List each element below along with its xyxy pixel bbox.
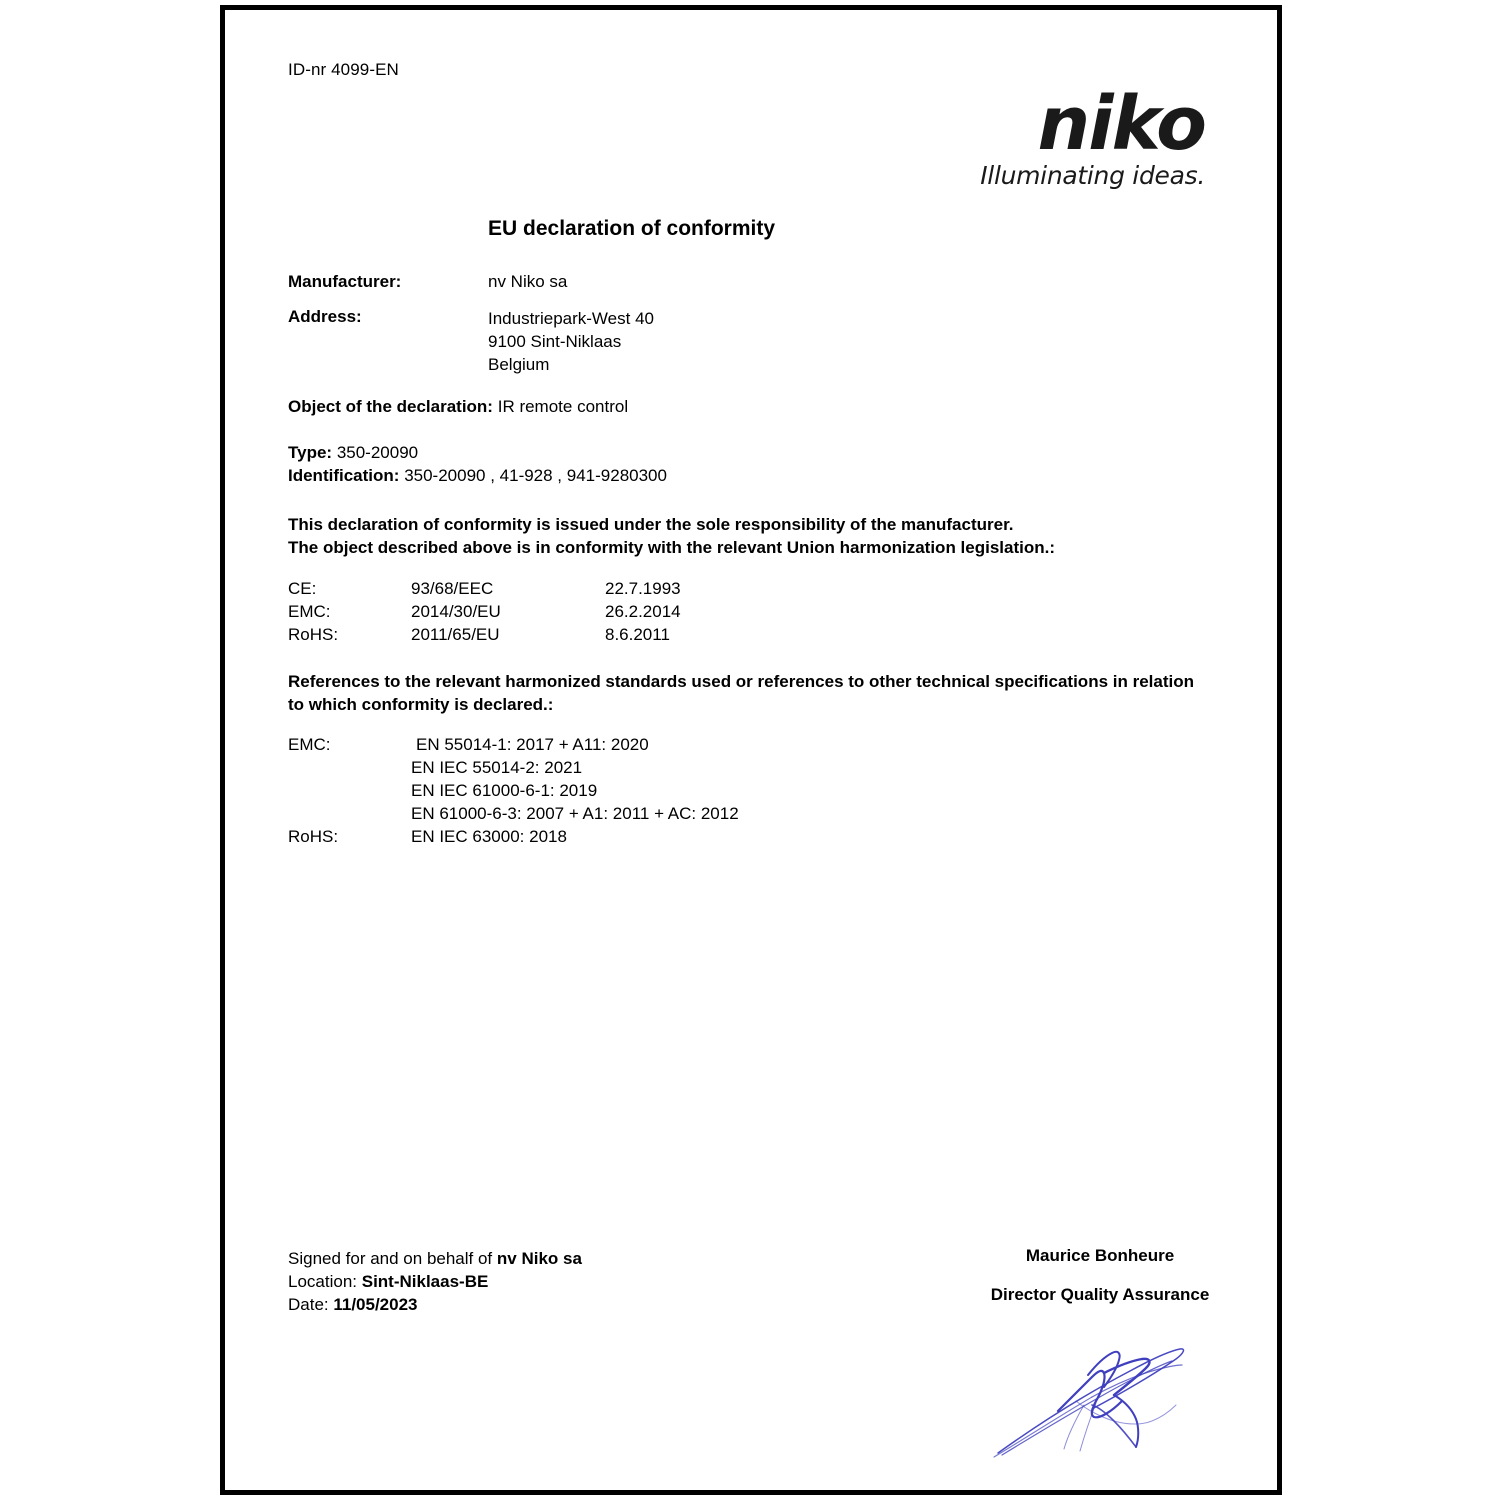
address-line-3: Belgium [488,355,550,374]
responsibility-line-1: This declaration of conformity is issued under the sole responsibility of the manufacturer. [288,515,1014,534]
table-row [288,802,739,825]
table-row [288,779,739,802]
address-label: Address: [288,307,362,326]
date-value: 11/05/2023 [333,1295,418,1314]
directive-date: 22.7.1993 [605,579,681,598]
directive-date: 26.2.2014 [605,602,681,621]
address-line-2: 9100 Sint-Niklaas [488,332,622,351]
signatory-name: Maurice Bonheure [1025,1246,1175,1265]
table-row [288,623,681,646]
signatory-title: Director Quality Assurance [990,1285,1210,1304]
table-row [288,756,739,779]
standard-label: EMC: [288,735,331,754]
directive-label: CE: [288,579,317,598]
standard-value: EN IEC 61000-6-1: 2019 [411,781,598,800]
standard-value: EN IEC 63000: 2018 [411,827,567,846]
manufacturer-value: nv Niko sa [488,272,568,291]
signatory-block [915,1245,1285,1306]
table-row [288,600,681,623]
directive-label: RoHS: [288,625,339,644]
object-of-declaration [288,397,628,417]
niko-logo [980,81,1205,191]
directive-date: 8.6.2011 [605,625,670,644]
address-value [488,307,654,376]
type-row [288,443,418,463]
standards-line-1: References to the relevant harmonized standards used or references to other technical specifications in relation [288,672,1194,691]
location-label: Location: [288,1272,362,1291]
document-page [225,10,1277,1490]
standards-line-2: to which conformity is declared.: [288,695,554,714]
date-line [288,1293,582,1316]
responsibility-line-2: The object described above is in conformity with the relevant Union harmonization legislation.: [288,538,1056,557]
niko-wordmark: niko [1037,81,1205,167]
manufacturer-label: Manufacturer: [288,272,402,291]
standard-value: EN 55014-1: 2017 + A11: 2020 [416,735,649,754]
directive-reference: 2014/30/EU [411,602,501,621]
document-page-frame [220,5,1282,1495]
type-label: Type: [288,443,333,462]
page-title: EU declaration of conformity [488,217,776,240]
identification-label: Identification: [288,466,400,485]
identification-row [288,466,667,486]
identification-value: 350-20090 , 41-928 , 941-9280300 [404,466,667,485]
handwritten-signature [980,1305,1230,1465]
niko-tagline: Illuminating ideas. [980,161,1205,191]
date-label: Date: [288,1295,334,1314]
standard-value: EN 61000-6-3: 2007 + A1: 2011 + AC: 2012 [411,804,739,823]
type-value: 350-20090 [336,443,419,462]
signature-icon [980,1305,1230,1465]
address-line-1: Industriepark-West 40 [488,309,654,328]
table-row [288,825,739,848]
directive-reference: 2011/65/EU [411,625,500,644]
table-row [288,733,739,756]
document-id-number: ID-nr 4099-EN [288,60,399,79]
standard-value: EN IEC 55014-2: 2021 [411,758,583,777]
signed-on-behalf-line [288,1247,582,1270]
standards-statement [288,670,1194,716]
standards-table [288,733,739,848]
standard-label: RoHS: [288,827,339,846]
directives-table [288,577,681,646]
directive-label: EMC: [288,602,331,621]
signed-company: nv Niko sa [496,1249,582,1268]
responsibility-statement [288,513,1055,559]
location-value: Sint-Niklaas-BE [361,1272,489,1291]
object-value: IR remote control [497,397,629,416]
signed-prefix: Signed for and on behalf of [288,1249,497,1268]
directive-reference: 93/68/EEC [411,579,494,598]
table-row [288,577,681,600]
object-label: Object of the declaration: [288,397,493,416]
location-line [288,1270,582,1293]
signature-details [288,1247,582,1316]
